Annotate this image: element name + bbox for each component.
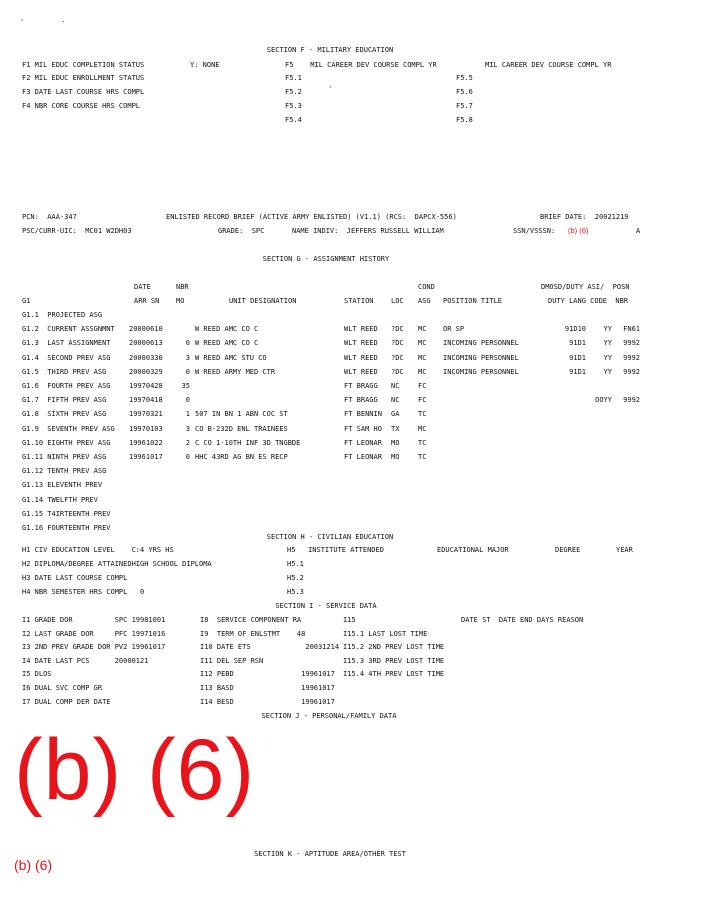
row-assignment-code: MC xyxy=(418,325,427,333)
service-field: I5 DLOS xyxy=(22,670,52,678)
row-arrival-date: 19961017 xyxy=(129,453,163,461)
row-location: MO xyxy=(391,453,400,461)
row-months: 3 xyxy=(185,425,190,433)
row-duty-mos: 91D1 xyxy=(569,368,586,376)
ssn-redaction: (b) (6) xyxy=(568,226,589,235)
f5-2-label: F5.2 xyxy=(285,88,302,96)
lost-time-field: I15.4 4TH PREV LOST TIME xyxy=(343,670,445,678)
h1-field: H1 CIV EDUCATION LEVEL C:4 YRS HS xyxy=(22,546,174,554)
h5-2-field: H5.2 xyxy=(287,574,304,582)
row-arrival-date: 19970321 xyxy=(129,410,163,418)
name-field: NAME INDIV: JEFFERS RUSSELL WILLIAM xyxy=(292,227,444,235)
f3-label: F3 DATE LAST COURSE HRS COMPL xyxy=(22,88,145,96)
row-lang: OOYY xyxy=(595,396,612,404)
row-location: ?DC xyxy=(391,325,404,333)
row-assignment-code: MC xyxy=(418,354,427,362)
section-g-title: SECTION G - ASSIGNMENT HISTORY xyxy=(262,255,390,263)
row-duty-mos: 91D1 xyxy=(569,354,586,362)
row-assignment-code: MC xyxy=(418,425,427,433)
f4-label: F4 NBR CORE COURSE HRS COMPL xyxy=(22,102,141,110)
f5-right-header: MIL CAREER DEV COURSE COMPL YR xyxy=(485,61,612,69)
row-months: 2 xyxy=(185,439,190,447)
row-label: G1.3 LAST ASSIGNMENT xyxy=(22,339,111,347)
row-unit: HHC 43RD AG BN ES RECP xyxy=(195,453,288,461)
row-station: WLT REED xyxy=(344,368,378,376)
redaction-small: (b) (6) xyxy=(14,857,53,873)
row-location: MO xyxy=(391,439,400,447)
row-label: G1.15 T4IRTEENTH PREV xyxy=(22,510,111,518)
h2-field: H2 DIPLOMA/DEGREE ATTAINEDHIGH SCHOOL DIPLOMA xyxy=(22,560,212,568)
col-position-header: POSITION TITLE xyxy=(443,297,503,305)
lost-time-field: I15.1 LAST LOST TIME xyxy=(343,630,428,638)
row-arrival-date: 19961022 xyxy=(129,439,163,447)
service-field: I4 DATE LAST PCS 20000121 xyxy=(22,657,149,665)
row-label: G1.10 EIGHTH PREV ASG xyxy=(22,439,111,447)
row-label: G1.8 SIXTH PREV ASG xyxy=(22,410,107,418)
stray-mark: ' xyxy=(328,85,333,93)
row-location: GA xyxy=(391,410,400,418)
section-k-title: SECTION K - APTITUDE AREA/OTHER TEST xyxy=(254,850,406,858)
f1-value: Y: NONE xyxy=(190,61,220,69)
row-unit: 507 IN BN 1 ABN COC ST xyxy=(195,410,288,418)
row-label: G1.16 FOURTEENTH PREV xyxy=(22,524,111,532)
row-unit: W REED AMC CO C xyxy=(195,339,259,347)
service-field: I11 DEL SEP RSN xyxy=(200,657,264,665)
service-field: I7 DUAL COMP DER DATE xyxy=(22,698,111,706)
row-label: G1.9 SEVENTH PREV ASG xyxy=(22,425,115,433)
row-label: G1.13 ELEVENTH PREV xyxy=(22,481,103,489)
col-nbr-header: NBR xyxy=(176,283,189,291)
row-duty-mos: 91D10 xyxy=(564,325,586,333)
stray-mark: ' xyxy=(20,18,25,26)
row-station: WLT REED xyxy=(344,354,378,362)
row-months: 35 xyxy=(181,382,190,390)
f5-8-label: F5.8 xyxy=(456,116,473,124)
col-duty-header: DUTY LANG CODE NBR xyxy=(548,297,629,305)
degree-header: DEGREE xyxy=(555,546,581,554)
row-assignment-code: FC xyxy=(418,382,427,390)
row-label: G1.12 TENTH PREV ASG xyxy=(22,467,107,475)
col-cond-header: COND xyxy=(418,283,435,291)
row-assignment-code: TC xyxy=(418,410,427,418)
row-label: G1.6 FOURTH PREV ASG xyxy=(22,382,111,390)
row-assignment-code: TC xyxy=(418,453,427,461)
row-unit: C CO 1-10TH INF 3D TNGBDE xyxy=(195,439,301,447)
f1-label: F1 MIL EDUC COMPLETION STATUS xyxy=(22,61,145,69)
col-dmosd-header: DMOSD/DUTY ASI/ POSN xyxy=(541,283,630,291)
row-unit: W REED AMC CO C xyxy=(195,325,259,333)
service-field: I12 PEBD 19961017 xyxy=(200,670,335,678)
f5-5-label: F5.5 xyxy=(456,74,473,82)
year-header: YEAR xyxy=(616,546,633,554)
f5-3-label: F5.3 xyxy=(285,102,302,110)
row-unit: W REED AMC STU CO xyxy=(195,354,267,362)
h3-field: H3 DATE LAST COURSE COMPL xyxy=(22,574,128,582)
service-field: I3 2ND PREV GRADE DOR PV2 19961017 xyxy=(22,643,166,651)
row-station: WLT REED xyxy=(344,339,378,347)
row-assignment-code: MC xyxy=(418,368,427,376)
row-assignment-code: MC xyxy=(418,339,427,347)
lost-time-field: I15.2 2ND PREV LOST TIME xyxy=(343,643,445,651)
row-lang: YY xyxy=(603,354,612,362)
stray-mark: - xyxy=(61,18,66,26)
row-station: FT BRAGG xyxy=(344,396,378,404)
row-arrival-date: 19970428 xyxy=(129,382,163,390)
brief-date: BRIEF DATE: 20021219 xyxy=(540,213,629,221)
row-label: G1.1 PROJECTED ASG xyxy=(22,311,103,319)
row-label: G1.11 NINTH PREV ASG xyxy=(22,453,107,461)
row-label: G1.5 THIRD PREV ASG xyxy=(22,368,107,376)
row-posn-nbr: FN61 xyxy=(623,325,640,333)
row-location: ?DC xyxy=(391,354,404,362)
row-lang: YY xyxy=(603,325,612,333)
col-station-header: STATION xyxy=(344,297,374,305)
service-field: I6 DUAL SVC COMP GR xyxy=(22,684,103,692)
f5-label: F5 MIL CAREER DEV COURSE COMPL YR xyxy=(285,61,437,69)
col-loc-header: LOC xyxy=(391,297,404,305)
redaction-large: (b) (6) xyxy=(14,722,256,818)
row-label: G1.7 FIFTH PREV ASG xyxy=(22,396,107,404)
row-station: FT SAM HO xyxy=(344,425,382,433)
service-field: I8 SERVICE COMPONENT RA xyxy=(200,616,302,624)
section-f-title: SECTION F - MILITARY EDUCATION xyxy=(266,46,394,54)
col-arrsn-header: ARR SN xyxy=(134,297,160,305)
row-posn-nbr: 9992 xyxy=(623,396,640,404)
lost-time-field: I15.3 3RD PREV LOST TIME xyxy=(343,657,445,665)
row-station: FT BRAGG xyxy=(344,382,378,390)
row-months: 0 xyxy=(185,453,190,461)
row-station: FT LEONAR xyxy=(344,453,382,461)
record-code: A xyxy=(636,227,641,235)
section-i-title: SECTION I - SERVICE DATA xyxy=(275,602,377,610)
service-field: I10 DATE ETS 20031214 xyxy=(200,643,340,651)
section-j-title: SECTION J - PERSONAL/FAMILY DATA xyxy=(261,712,397,720)
row-label: G1.14 TWELFTH PREV xyxy=(22,496,98,504)
service-field: I14 BESD 19961017 xyxy=(200,698,335,706)
h5-field: H5 INSTITUTE ATTENDED xyxy=(287,546,384,554)
h5-3-field: H5.3 xyxy=(287,588,304,596)
f5-1-label: F5.1 xyxy=(285,74,302,82)
row-assignment-code: FC xyxy=(418,396,427,404)
h5-1-field: H5.1 xyxy=(287,560,304,568)
psc-uic-field: PSC/CURR-UIC: MC01 W2DH03 xyxy=(22,227,132,235)
section-h-title: SECTION H - CIVILIAN EDUCATION xyxy=(266,533,394,541)
row-location: NC xyxy=(391,396,400,404)
service-field: I13 BASD 19961017 xyxy=(200,684,335,692)
h4-field: H4 NBR SEMESTER HRS COMPL 0 xyxy=(22,588,145,596)
row-station: WLT REED xyxy=(344,325,378,333)
row-posn-nbr: 9992 xyxy=(623,354,640,362)
row-arrival-date: 19970418 xyxy=(129,396,163,404)
doc-title: ENLISTED RECORD BRIEF (ACTIVE ARMY ENLISTED) (V1.1) (RCS: DAPCX-556) xyxy=(166,213,457,221)
row-position-title: INCOMING PERSONNEL xyxy=(443,354,519,362)
row-lang: YY xyxy=(603,368,612,376)
service-field: I9 TERM OF ENLSTMT 48 xyxy=(200,630,306,638)
row-arrival-date: 20000613 xyxy=(129,339,163,347)
row-position-title: INCOMING PERSONNEL xyxy=(443,368,519,376)
service-field: I2 LAST GRADE DOR PFC 19971016 xyxy=(22,630,166,638)
row-months: 1 xyxy=(185,410,190,418)
col-date-header: DATE xyxy=(134,283,151,291)
row-arrival-date: 20000610 xyxy=(129,325,163,333)
row-duty-mos: 91D1 xyxy=(569,339,586,347)
row-location: TX xyxy=(391,425,400,433)
row-months: 0 xyxy=(185,368,190,376)
row-unit: W REED ARMY MED CTR xyxy=(195,368,276,376)
row-arrival-date: 20000329 xyxy=(129,368,163,376)
row-months: 3 xyxy=(185,354,190,362)
f5-4-label: F5.4 xyxy=(285,116,302,124)
row-assignment-code: TC xyxy=(418,439,427,447)
col-mo-header: MO xyxy=(176,297,185,305)
row-unit: CO B-232D ENL TRAINEES xyxy=(195,425,288,433)
col-asg-header: ASG xyxy=(418,297,431,305)
row-posn-nbr: 9992 xyxy=(623,368,640,376)
row-lang: YY xyxy=(603,339,612,347)
row-posn-nbr: 9992 xyxy=(623,339,640,347)
f5-6-label: F5.6 xyxy=(456,88,473,96)
row-location: ?DC xyxy=(391,339,404,347)
pcn-field: PCN: AAA-347 xyxy=(22,213,77,221)
grade-field: GRADE: SPC xyxy=(218,227,265,235)
ssn-label: SSN/VSSSN: xyxy=(513,227,556,235)
col-unit-header: UNIT DESIGNATION xyxy=(229,297,297,305)
row-position-title: OR SP xyxy=(443,325,465,333)
lost-time-field: I15 DATE ST DATE END DAYS REASON xyxy=(343,616,584,624)
educational-major-header: EDUCATIONAL MAJOR xyxy=(437,546,509,554)
service-field: I1 GRADE DOR SPC 19981001 xyxy=(22,616,166,624)
row-months: 0 xyxy=(185,396,190,404)
row-arrival-date: 19970103 xyxy=(129,425,163,433)
row-location: NC xyxy=(391,382,400,390)
row-label: G1.2 CURRENT ASSGNMNT xyxy=(22,325,115,333)
row-position-title: INCOMING PERSONNEL xyxy=(443,339,519,347)
row-station: FT BENNIN xyxy=(344,410,382,418)
row-arrival-date: 20000330 xyxy=(129,354,163,362)
col-g1-header: G1 xyxy=(22,297,31,305)
f2-label: F2 MIL EDUC ENROLLMENT STATUS xyxy=(22,74,145,82)
row-months: 0 xyxy=(185,339,190,347)
row-label: G1.4 SECOND PREV ASG xyxy=(22,354,111,362)
row-location: ?DC xyxy=(391,368,404,376)
f5-7-label: F5.7 xyxy=(456,102,473,110)
row-station: FT LEONAR xyxy=(344,439,382,447)
